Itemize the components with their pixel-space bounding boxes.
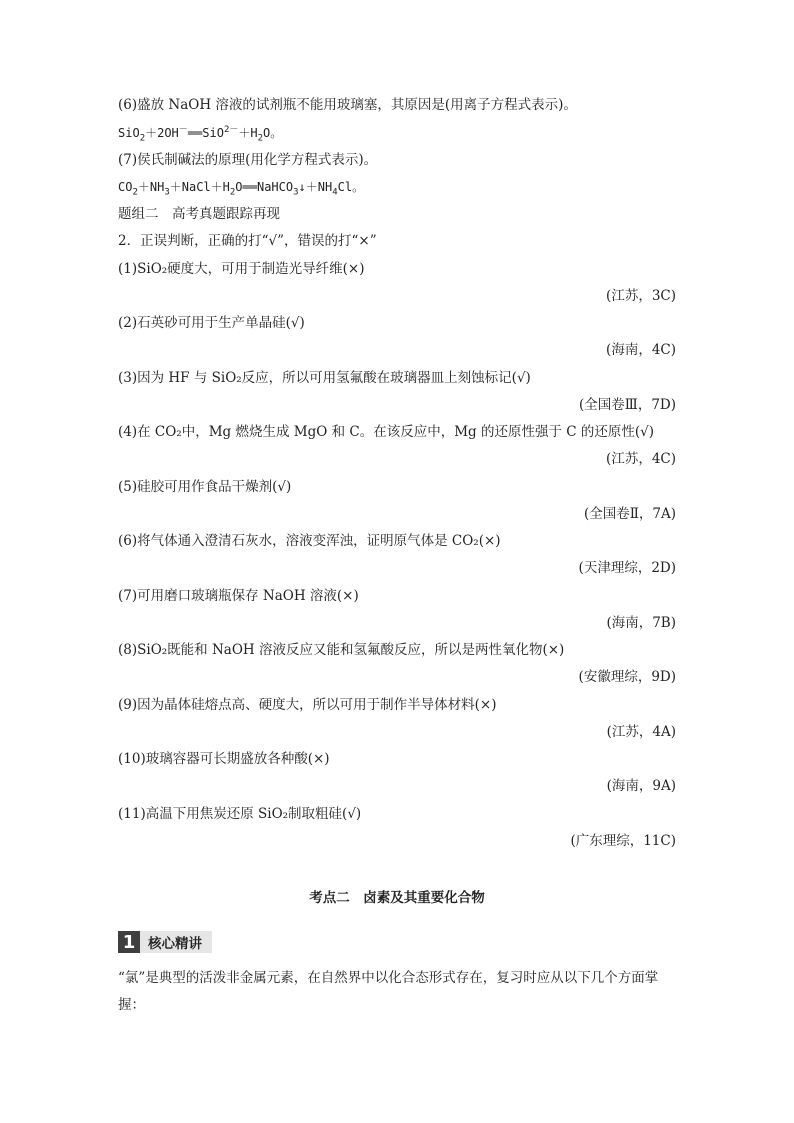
list-item-text: (10)玻璃容器可长期盛放各种酸(×) xyxy=(118,751,330,767)
list-item-source: (江苏，4A) xyxy=(606,724,676,740)
q7-label: (7)侯氏制碱法的原理(用化学方程式表示)。 xyxy=(118,152,378,168)
list-item-text: (6)将气体通入澄清石灰水，溶液变浑浊，证明原气体是 CO₂(×) xyxy=(118,533,501,549)
q6-label: (6)盛放 NaOH 溶液的试剂瓶不能用玻璃塞，其原因是(用离子方程式表示)。 xyxy=(118,97,577,113)
intro-paragraph: “氯”是典型的活泼非金属元素，在自然界中以化合态形式存在，复习时应从以下几个方面掌握： xyxy=(118,970,659,1013)
list-item-text: (11)高温下用焦炭还原 SiO₂制取粗硅(√) xyxy=(118,806,362,822)
section-title: 考点二 卤素及其重要化合物 xyxy=(309,890,485,906)
list-item-source: (海南，9A) xyxy=(606,778,676,794)
list-item-text: (1)SiO₂硬度大，可用于制造光导纤维(×) xyxy=(118,261,365,277)
badge-label: 核心精讲 xyxy=(140,931,212,953)
list-item-source: (全国卷Ⅱ，7A) xyxy=(583,506,676,522)
q7-equation: $CO_2+NH_3+NaCl+H_2O══NaHCO_3↓+NH_4Cl$。 xyxy=(118,180,365,198)
list-item-text: (3)因为 HF 与 SiO₂反应，所以可用氢氟酸在玻璃器皿上刻蚀标记(√) xyxy=(118,370,531,386)
section-badge xyxy=(118,931,212,953)
list-item-text: (5)硅胶可用作食品干燥剂(√) xyxy=(118,479,292,495)
q6-equation: $SiO_2+2OH^-══SiO^{2-}+H_2O$。 xyxy=(118,125,283,144)
q2-prompt: 2．正误判断，正确的打“√”，错误的打“×” xyxy=(118,233,377,249)
list-item-source: (海南，7B) xyxy=(606,615,676,631)
list-item-source: (江苏，4C) xyxy=(606,451,676,467)
list-item-source: (广东理综，11C) xyxy=(570,833,676,849)
list-item-source: (安徽理综，9D) xyxy=(578,669,676,685)
list-item-text: (2)石英砂可用于生产单晶硅(√) xyxy=(118,315,305,331)
list-item-text: (7)可用磨口玻璃瓶保存 NaOH 溶液(×) xyxy=(118,588,359,604)
list-item-source: (天津理综，2D) xyxy=(578,560,676,576)
list-item-source: (全国卷Ⅲ，7D) xyxy=(579,397,676,413)
group2-title: 题组二 高考真题跟踪再现 xyxy=(118,206,280,222)
list-item-text: (8)SiO₂既能和 NaOH 溶液反应又能和氢氟酸反应，所以是两性氧化物(×) xyxy=(118,642,565,658)
list-item-text: (4)在 CO₂中，Mg 燃烧生成 MgO 和 C。在该反应中，Mg 的还原性强于 C 的还原性(√) xyxy=(118,424,655,440)
list-item-text: (9)因为晶体硅熔点高、硬度大，所以可用于制作半导体材料(×) xyxy=(118,697,497,713)
list-item-source: (江苏，3C) xyxy=(606,288,676,304)
badge-number: 1 xyxy=(118,931,140,953)
list-item-source: (海南，4C) xyxy=(606,342,676,358)
